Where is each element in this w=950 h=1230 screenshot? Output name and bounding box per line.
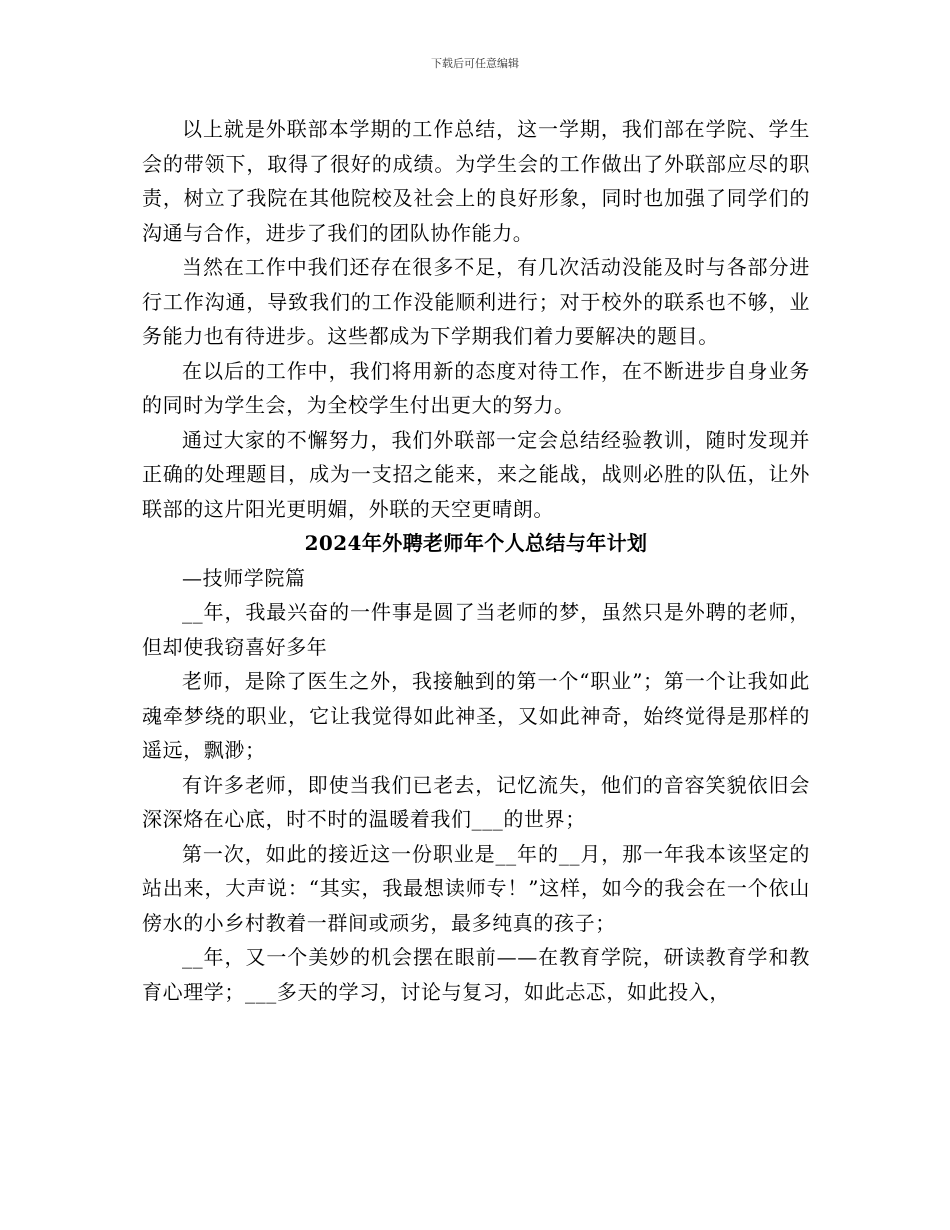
paragraph: 第一次，如此的接近这一份职业是__年的__月，那一年我本该坚定的站出来，大声说：“其实，我最想读师专！”这样，如今的我会在一个依山傍水的小乡村教着一群间或顽劣，最多纯真的孩子；: [142, 841, 810, 935]
section-title: 2024年外聘老师年个人总结与年计划: [304, 531, 648, 555]
subtitle-line: —技师学院篇: [182, 565, 306, 590]
paragraph: 当然在工作中我们还存在很多不足，有几次活动没能及时与各部分进行工作沟通，导致我们的工作没能顺利进行；对于校外的联系也不够，业务能力也有待进步。这些都成为下学期我们着力要解决的题目。: [142, 255, 810, 348]
document-body: [142, 112, 810, 1009]
page-header: 下载后可任意编辑: [431, 57, 519, 70]
paragraph: 以上就是外联部本学期的工作总结，这一学期，我们部在学院、学生会的带领下，取得了很好的成绩。为学生会的工作做出了外联部应尽的职责，树立了我院在其他院校及社会上的良好形象，同时也加强了同学们的沟通与合作，进步了我们的团队协作能力。: [142, 117, 810, 245]
paragraph: 通过大家的不懈努力，我们外联部一定会总结经验教训，随时发现并正确的处理题目，成为一支招之能来，来之能战，战则必胜的队伍，让外联部的这片阳光更明媚，外联的天空更晴朗。: [142, 427, 810, 521]
paragraph: 有许多老师，即使当我们已老去，记忆流失，他们的音容笑貌依旧会深深烙在心底，时不时的温暖着我们___的世界；: [142, 772, 810, 831]
paragraph: __年，又一个美妙的机会摆在眼前——在教育学院，研读教育学和教育心理学；___多天的学习，讨论与复习，如此忐忑，如此投入，: [142, 945, 810, 1004]
paragraph: 老师，是除了医生之外，我接触到的第一个“职业”；第一个让我如此魂牵梦绕的职业，它让我觉得如此神圣，又如此神奇，始终觉得是那样的遥远，飘渺；: [142, 669, 810, 762]
paragraph: 在以后的工作中，我们将用新的态度对待工作，在不断进步自身业务的同时为学生会，为全校学生付出更大的努力。: [142, 358, 810, 417]
paragraph: __年，我最兴奋的一件事是圆了当老师的梦，虽然只是外聘的老师，但却使我窃喜好多年: [142, 600, 810, 659]
